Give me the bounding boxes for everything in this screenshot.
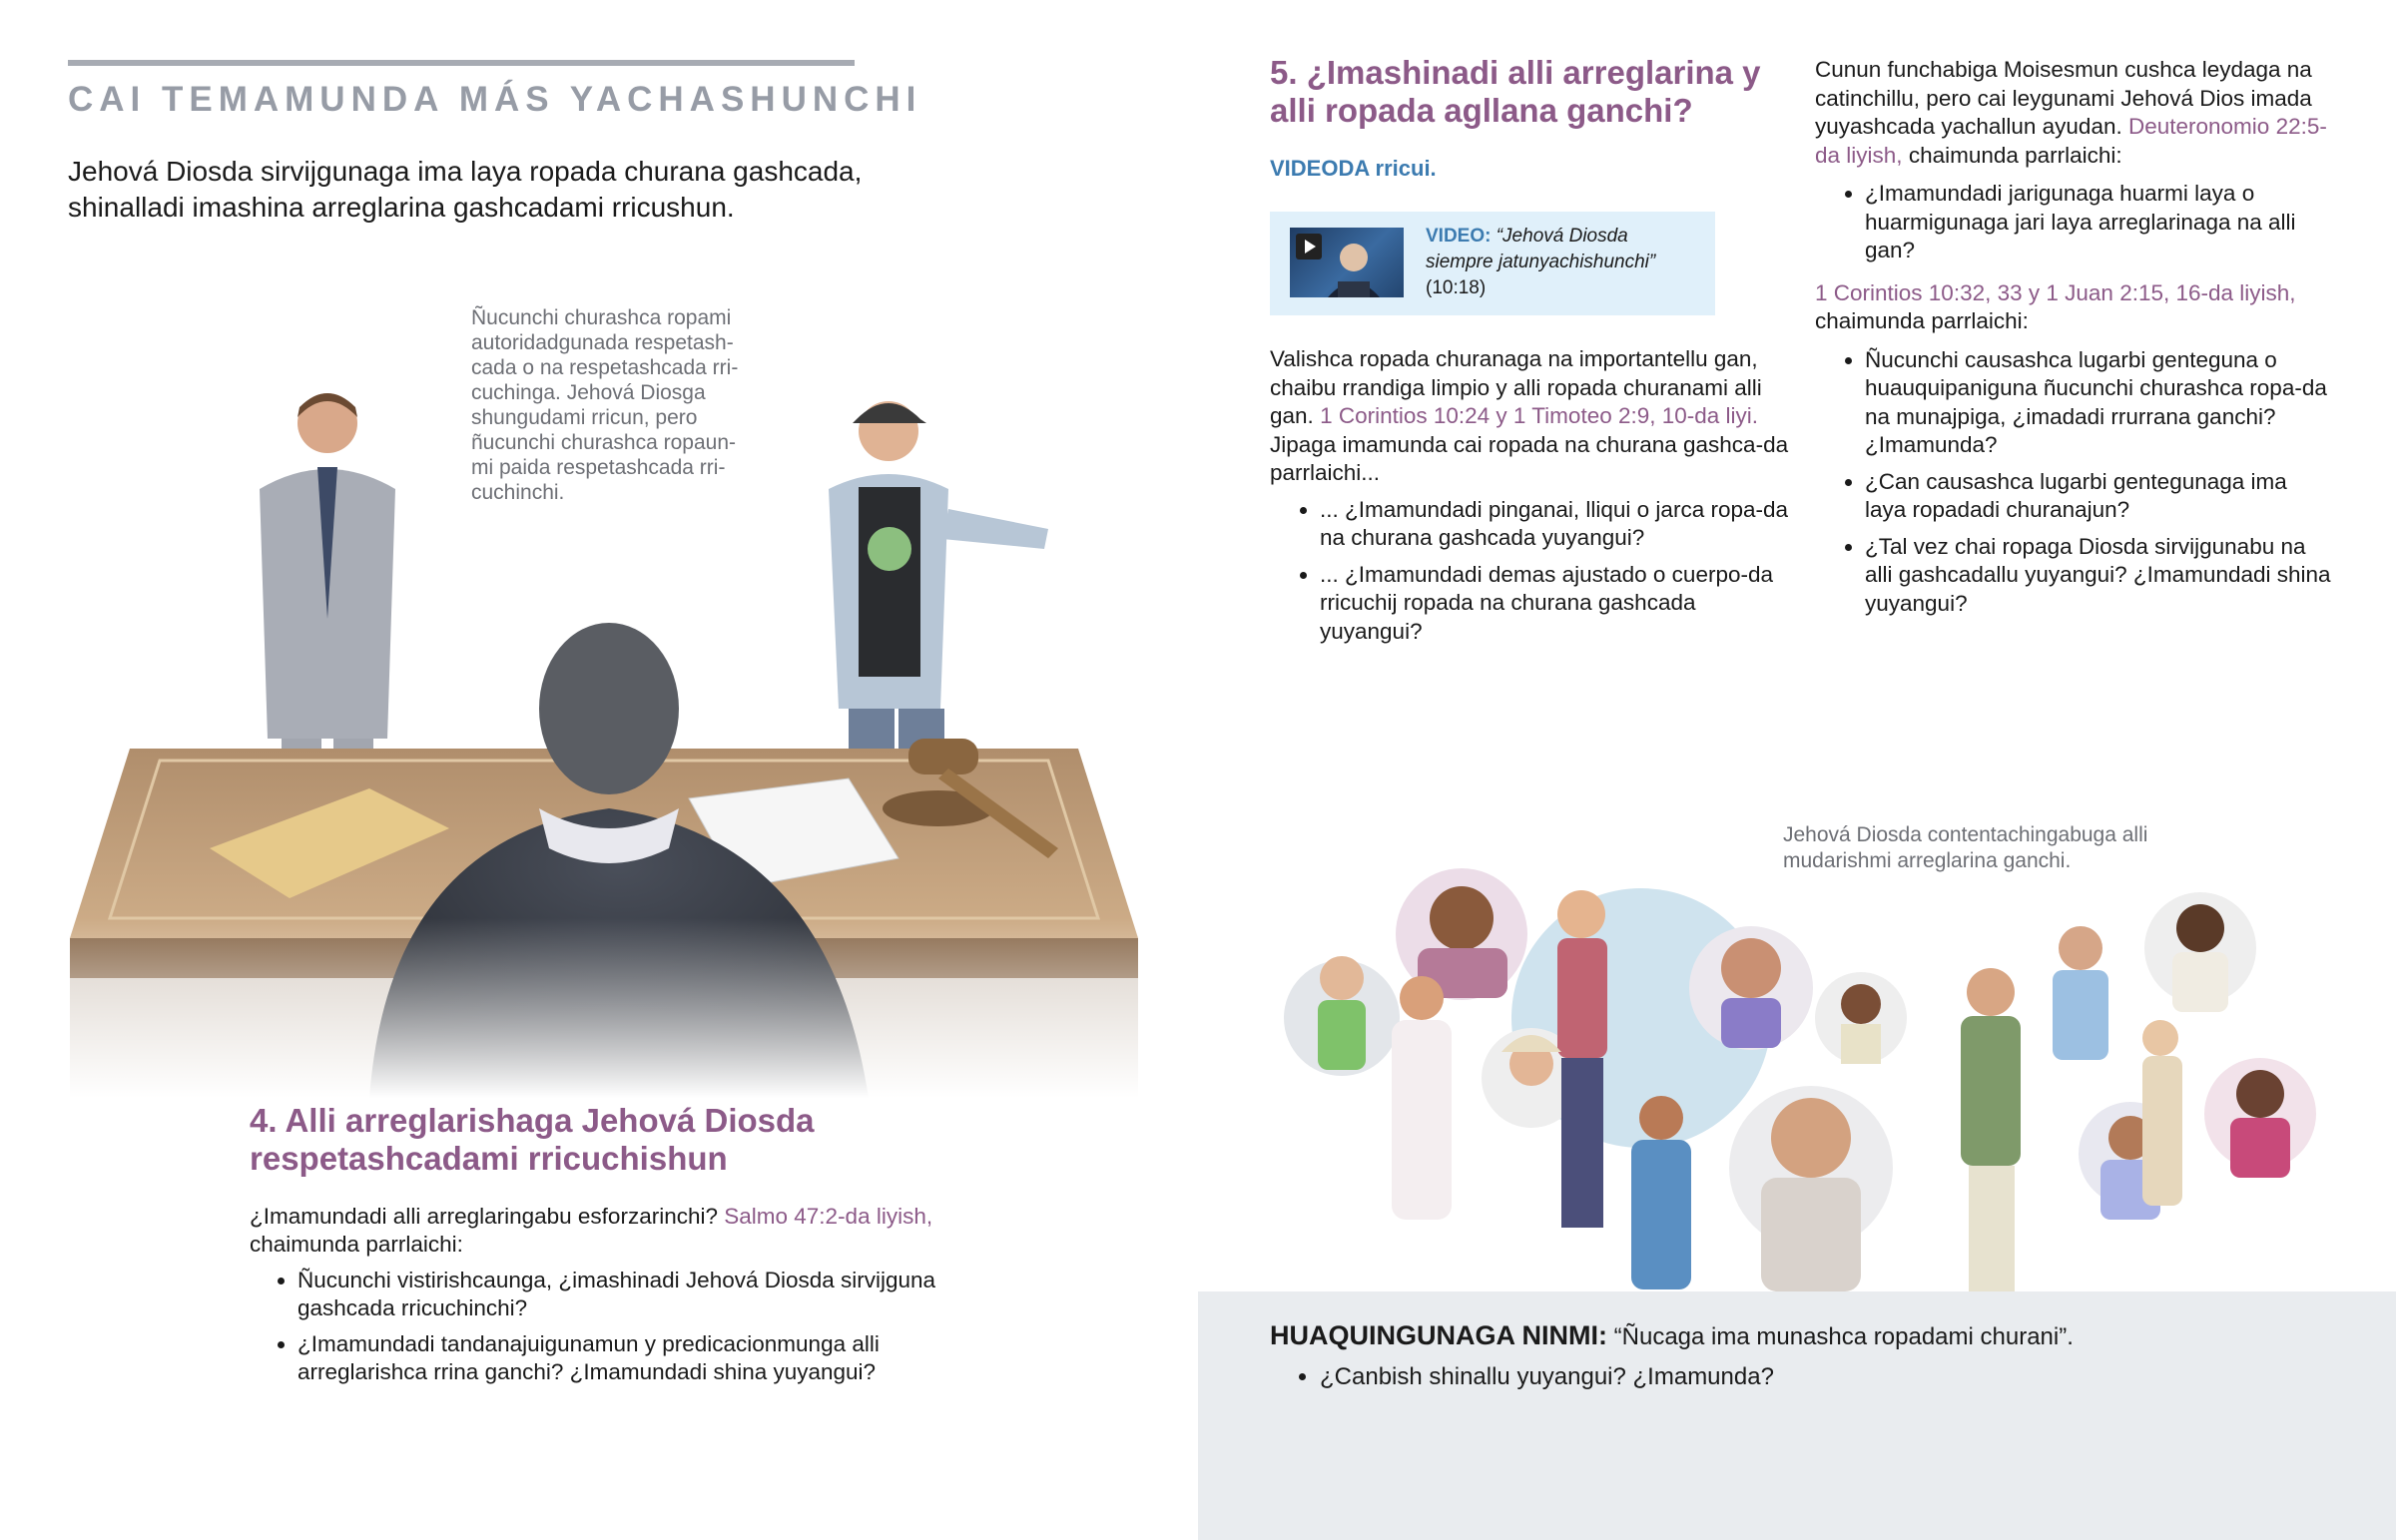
question-5-paragraph: Valishca ropada churanaga na importantellu gan, chaibu rrandiga limpio y alli ropada churanami alli gan.	[1270, 346, 1762, 428]
video-title[interactable]: “Jehová Diosda siempre jatunyachishunchi”	[1426, 226, 1656, 272]
question-5-bullets	[1270, 496, 1789, 647]
video-label: VIDEO:	[1426, 226, 1492, 247]
court-illustration-caption: Ñucunchi churashca ropami autoridadgunada respetash-cada o na respetashcada rri-	[471, 306, 739, 379]
scripture-link-corintios-timoteo[interactable]: 1 Corintios 10:24 y 1 Timoteo 2:9, 10-da liyi.	[1320, 403, 1759, 428]
list-item: • ¿Imamundadi jarigunaga huarmi laya o huarmigunaga jari laya arreglarinaga na alli gan?	[1865, 180, 2334, 265]
scripture-link-deuteronomio[interactable]: Deuteronomio 22:5-da liyish,	[1815, 114, 2327, 168]
list-item: • ... ¿Imamundadi demas ajustado o cuerpo-da rricuchij ropada na churana gashcada yuyangui?	[1320, 561, 1789, 647]
question-5-body	[1270, 345, 1789, 654]
question-4-instruction: chaimunda parrlaichi:	[250, 1232, 463, 1257]
list-item: • Ñucunchi causashca lugarbi genteguna o huauquipaniguna ñucunchi churashca ropa-da na munajpiga, ¿imadadi rrurrana ganchi? ¿Imamunda?	[1865, 346, 2334, 460]
paragraph-corintios-juan	[1815, 279, 2334, 336]
video-card[interactable]	[1270, 212, 1715, 315]
video-prompt: VIDEODA rricui.	[1270, 156, 1437, 181]
video-info	[1426, 224, 1695, 301]
corintios-juan-bullets	[1815, 346, 2334, 619]
list-item: • ¿Imamundadi tandanajuigunamun y predicacionmunga alli arreglarishca rrina ganchi? ¿Imamundadi shina yuyangui?	[298, 1330, 1008, 1386]
scripture-link-salmo[interactable]: Salmo 47:2-da liyish,	[724, 1204, 933, 1229]
paragraph-law	[1815, 56, 2334, 170]
question-4-prompt: ¿Imamundadi alli arreglaringabu esforzarinchi?	[250, 1204, 718, 1229]
discussion-bullets	[1270, 1359, 2328, 1395]
discussion-quote: “Ñucaga ima munashca ropadami churani”.	[1613, 1323, 2074, 1350]
question-4-body	[250, 1203, 1008, 1394]
people-illustration	[1282, 868, 2320, 1291]
discussion-text	[1270, 1317, 2328, 1403]
discussion-label: HUAQUINGUNAGA NINMI:	[1270, 1320, 1607, 1350]
question-4-bullets	[250, 1267, 1008, 1386]
question-5-continued	[1815, 56, 2334, 626]
question-5-title: 5. ¿Imashinadi alli arreglarina y alli ropada agllana ganchi?	[1270, 54, 1761, 129]
law-text: Cunun funchabiga Moisesmun cushca leydaga na catinchillu, pero cai leygunami Jehová Dios imada yuyashcada yachallun ayudan.	[1815, 57, 2312, 139]
play-icon[interactable]	[1296, 234, 1322, 259]
people-illustration-caption: Jehová Diosda contentachingabuga alli mudarishmi arreglarina ganchi.	[1783, 823, 2148, 872]
section-rule	[68, 60, 855, 66]
law-instruction: chaimunda parrlaichi:	[1908, 142, 2122, 168]
list-item: • Ñucunchi vistirishcaunga, ¿imashinadi Jehová Diosda sirvijguna gashcada rricuchinchi?	[298, 1267, 1008, 1322]
intro-paragraph: Jehová Diosda sirvijgunaga ima laya ropada churana gashcada, shinalladi imashina arreglarina gashcadami rricushun.	[68, 156, 863, 223]
courtroom-illustration	[70, 379, 1148, 1098]
list-item: • ¿Can causashca lugarbi gentegunaga ima laya ropadadi churanajun?	[1865, 468, 2334, 525]
video-duration: (10:18)	[1426, 277, 1487, 298]
list-item: • ... ¿Imamundadi pinganai, lliqui o jarca ropa-da na churana gashcada yuyangui?	[1320, 496, 1789, 553]
law-bullets	[1815, 180, 2334, 265]
list-item: • ¿Canbish shinallu yuyangui? ¿Imamunda?	[1320, 1359, 2328, 1395]
section-title: CAI TEMAMUNDA MÁS YACHASHUNCHI	[68, 80, 922, 119]
question-4-title: 4. Alli arreglarishaga Jehová Diosda respetashcadami rricuchishun	[250, 1102, 815, 1177]
list-item: • ¿Tal vez chai ropaga Diosda sirvijgunabu na alli gashcadallu yuyangui? ¿Imamundadi shina yuyangui?	[1865, 533, 2334, 619]
question-5-instruction: Jipaga imamunda cai ropada na churana gashca-da parrlaichi...	[1270, 431, 1789, 485]
scripture-link-corintios-juan[interactable]: 1 Corintios 10:32, 33 y 1 Juan 2:15, 16-da liyish,	[1815, 279, 2296, 305]
corintios-juan-instruction: chaimunda parrlaichi:	[1815, 308, 2029, 333]
video-thumbnail[interactable]	[1290, 228, 1404, 297]
